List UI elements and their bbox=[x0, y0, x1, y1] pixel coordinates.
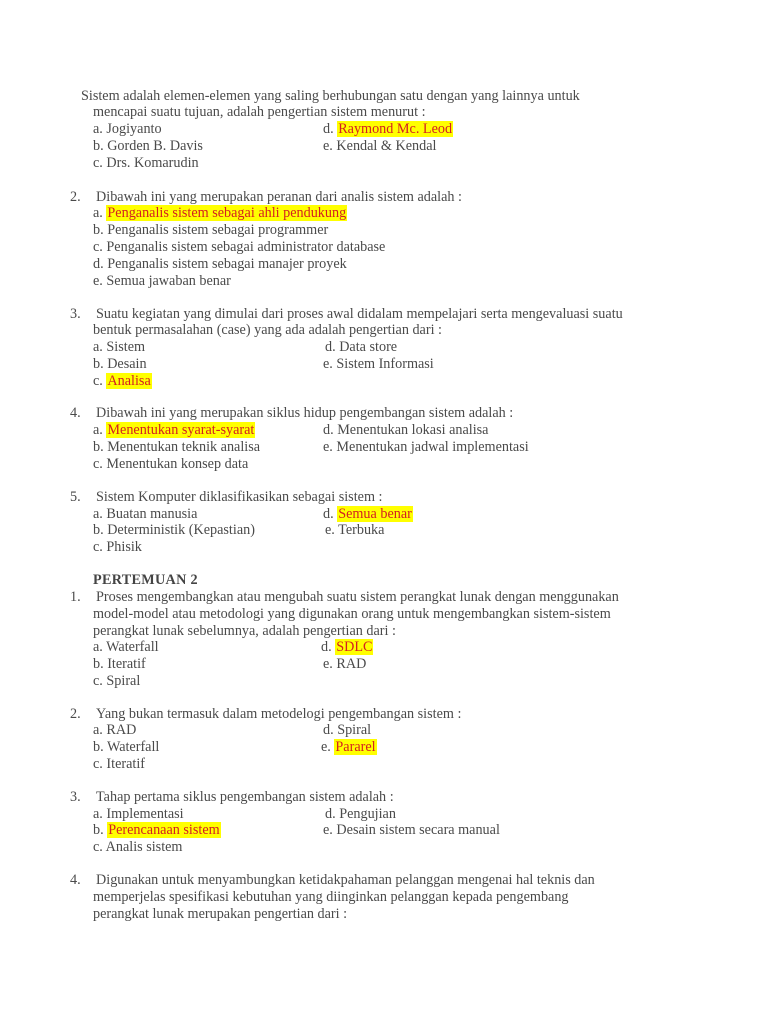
option-c: c. Drs. Komarudin bbox=[93, 155, 199, 171]
question-text: perangkat lunak sebelumnya, adalah pengertian dari : bbox=[93, 623, 396, 639]
question-number: 2. bbox=[70, 189, 81, 205]
question-text: mencapai suatu tujuan, adalah pengertian sistem menurut : bbox=[93, 104, 426, 120]
option-e: e. Semua jawaban benar bbox=[93, 273, 231, 289]
option-a: a. Menentukan syarat-syarat bbox=[93, 422, 255, 438]
option-b: b. Penganalis sistem sebagai programmer bbox=[93, 222, 329, 238]
option-a: a. Waterfall bbox=[93, 639, 159, 655]
question-text: perangkat lunak merupakan pengertian dari : bbox=[93, 906, 348, 922]
question-number: 3. bbox=[70, 306, 81, 322]
question-text: memperjelas spesifikasi kebutuhan yang diinginkan pelanggan kepada pengembang bbox=[93, 889, 569, 905]
option-b: b. Waterfall bbox=[93, 739, 160, 755]
option-b: b. Menentukan teknik analisa bbox=[93, 439, 261, 455]
option-b: b. Iteratif bbox=[93, 656, 146, 672]
question-text: Digunakan untuk menyambungkan ketidakpahaman pelanggan mengenai hal teknis dan bbox=[96, 872, 595, 888]
question-number: 3. bbox=[70, 789, 81, 805]
option-d: d. Data store bbox=[325, 339, 398, 355]
option-e: e. Sistem Informasi bbox=[323, 356, 434, 372]
answer-highlight: Menentukan syarat-syarat bbox=[107, 422, 255, 438]
question-text: bentuk permasalahan (case) yang ada adalah pengertian dari : bbox=[93, 322, 443, 338]
option-e: e. Pararel bbox=[321, 739, 376, 755]
option-e: e. RAD bbox=[323, 656, 367, 672]
option-d: d. SDLC bbox=[321, 639, 373, 655]
option-b: b. Desain bbox=[93, 356, 147, 372]
answer-highlight: Analisa bbox=[107, 373, 151, 389]
question-text: Sistem adalah elemen-elemen yang saling berhubungan satu dengan yang lainnya untuk bbox=[81, 88, 580, 104]
section-heading: PERTEMUAN 2 bbox=[93, 572, 198, 588]
option-a: a. Penganalis sistem sebagai ahli pendukung bbox=[93, 205, 347, 221]
option-c: c. Phisik bbox=[93, 539, 142, 555]
option-e: e. Kendal & Kendal bbox=[323, 138, 437, 154]
answer-highlight: Semua benar bbox=[338, 506, 412, 522]
question-number: 1. bbox=[70, 589, 81, 605]
question-text: Suatu kegiatan yang dimulai dari proses awal didalam mempelajari serta mengevaluasi suatu bbox=[96, 306, 623, 322]
question-text: model-model atau metodologi yang digunakan orang untuk mengembangkan sistem-sistem bbox=[93, 606, 611, 622]
answer-highlight: Penganalis sistem sebagai ahli pendukung bbox=[107, 205, 347, 221]
option-a: a. Implementasi bbox=[93, 806, 184, 822]
question-text: Dibawah ini yang merupakan siklus hidup pengembangan sistem adalah : bbox=[96, 405, 514, 421]
option-b: b. Gorden B. Davis bbox=[93, 138, 203, 154]
answer-highlight: Pararel bbox=[335, 739, 376, 755]
option-c: c. Spiral bbox=[93, 673, 141, 689]
option-d: d. Semua benar bbox=[323, 506, 412, 522]
option-c: c. Iteratif bbox=[93, 756, 145, 772]
question-number: 2. bbox=[70, 706, 81, 722]
answer-highlight: Raymond Mc. Leod bbox=[338, 121, 453, 137]
option-e: e. Terbuka bbox=[325, 522, 385, 538]
option-d: d. Spiral bbox=[323, 722, 372, 738]
option-d: d. Penganalis sistem sebagai manajer proyek bbox=[93, 256, 347, 272]
question-text: Yang bukan termasuk dalam metodelogi pengembangan sistem : bbox=[96, 706, 462, 722]
question-number: 4. bbox=[70, 872, 81, 888]
option-d: d. Pengujian bbox=[325, 806, 396, 822]
question-number: 5. bbox=[70, 489, 81, 505]
question-text: Sistem Komputer diklasifikasikan sebagai sistem : bbox=[96, 489, 383, 505]
answer-highlight: SDLC bbox=[336, 639, 373, 655]
question-text: Dibawah ini yang merupakan peranan dari analis sistem adalah : bbox=[96, 189, 462, 205]
option-c: c. Analis sistem bbox=[93, 839, 183, 855]
option-d: d. Menentukan lokasi analisa bbox=[323, 422, 489, 438]
option-a: a. Jogiyanto bbox=[93, 121, 162, 137]
option-b: b. Deterministik (Kepastian) bbox=[93, 522, 255, 538]
question-text: Tahap pertama siklus pengembangan sistem adalah : bbox=[96, 789, 394, 805]
option-e: e. Desain sistem secara manual bbox=[323, 822, 500, 838]
option-a: a. Sistem bbox=[93, 339, 146, 355]
option-a: a. RAD bbox=[93, 722, 137, 738]
option-d: d. Raymond Mc. Leod bbox=[323, 121, 453, 137]
question-text: Proses mengembangkan atau mengubah suatu sistem perangkat lunak dengan menggunakan bbox=[96, 589, 619, 605]
option-a: a. Buatan manusia bbox=[93, 506, 198, 522]
option-c: c. Analisa bbox=[93, 373, 151, 389]
option-b: b. Perencanaan sistem bbox=[93, 822, 220, 838]
answer-highlight: Perencanaan sistem bbox=[108, 822, 220, 838]
option-c: c. Penganalis sistem sebagai administrator database bbox=[93, 239, 386, 255]
option-c: c. Menentukan konsep data bbox=[93, 456, 249, 472]
option-e: e. Menentukan jadwal implementasi bbox=[323, 439, 529, 455]
question-number: 4. bbox=[70, 405, 81, 421]
